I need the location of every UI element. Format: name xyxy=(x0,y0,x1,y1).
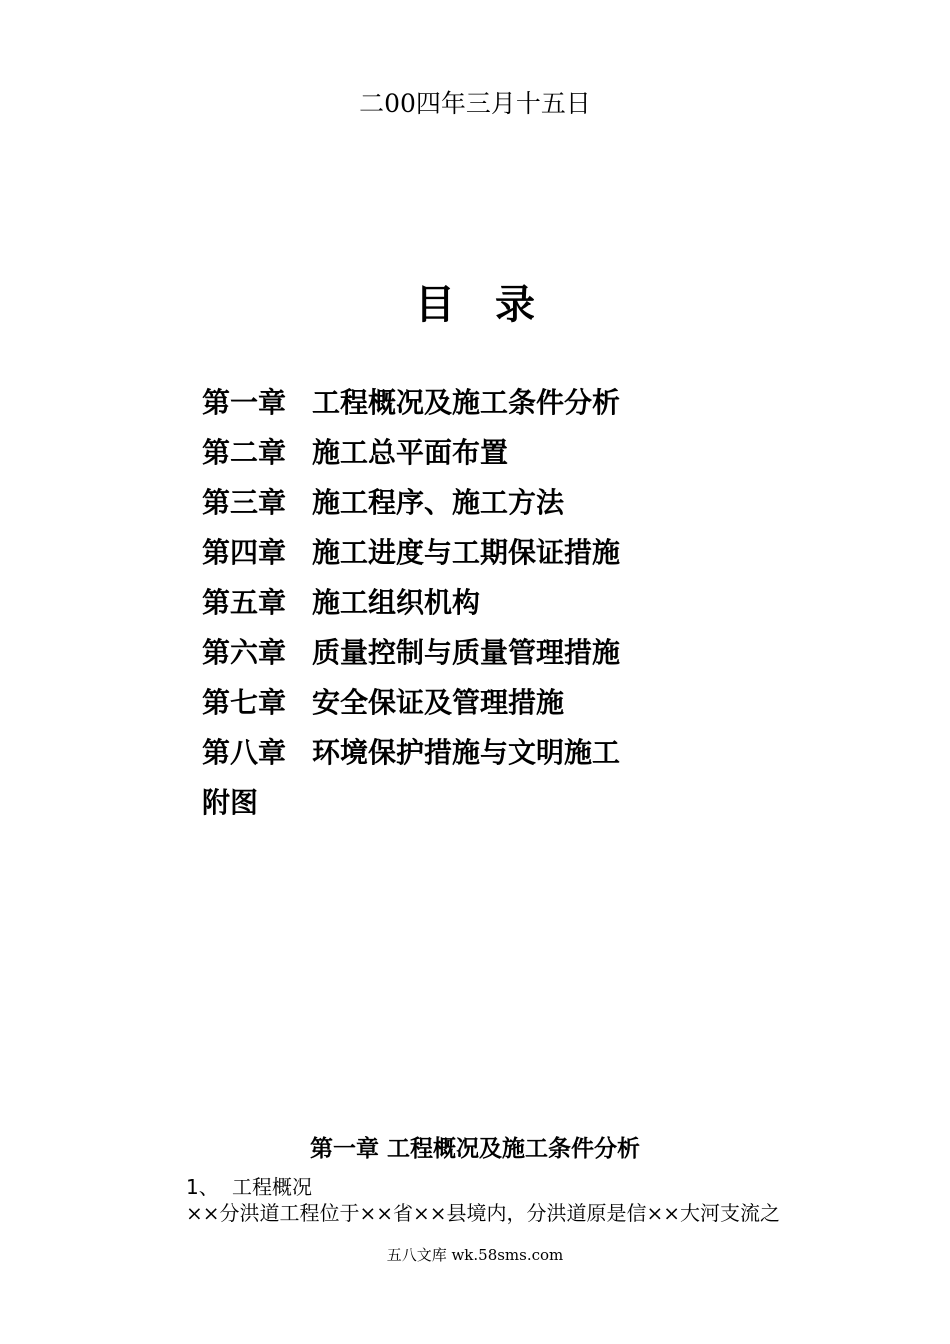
toc-chapter-number: 第一章 xyxy=(202,386,287,419)
toc-title xyxy=(0,280,950,330)
toc-chapter-number: 第八章 xyxy=(202,736,287,769)
toc-chapter-number: 第五章 xyxy=(202,586,287,619)
page-footer: 五八文库 wk.58sms.com xyxy=(386,1246,564,1264)
toc-item xyxy=(202,678,620,728)
toc-chapter-title: 施工组织机构 xyxy=(312,586,481,619)
toc-chapter-title: 施工程序、施工方法 xyxy=(312,486,565,519)
toc-item xyxy=(202,478,620,528)
toc-title-char-1: 目 xyxy=(415,281,455,328)
toc-chapter-title: 环境保护措施与文明施工 xyxy=(312,736,621,769)
document-date: 二00四年三月十五日 xyxy=(359,89,591,118)
chapter-heading: 第一章 工程概况及施工条件分析 xyxy=(309,1136,640,1162)
toc-title-char-2: 录 xyxy=(495,281,535,328)
section-number: 1、 xyxy=(186,1175,219,1199)
toc-chapter-number: 第四章 xyxy=(202,536,287,569)
toc-item xyxy=(202,428,620,478)
toc-chapter-number: 第二章 xyxy=(202,436,287,469)
toc-chapter-title: 安全保证及管理措施 xyxy=(312,686,565,719)
table-of-contents xyxy=(202,378,620,828)
toc-chapter-number: 附图 xyxy=(202,786,259,819)
toc-chapter-number: 第七章 xyxy=(202,686,287,719)
toc-chapter-title: 工程概况及施工条件分析 xyxy=(312,386,621,419)
toc-chapter-number: 第三章 xyxy=(202,486,287,519)
toc-chapter-title: 施工进度与工期保证措施 xyxy=(312,536,621,569)
toc-item xyxy=(202,528,620,578)
toc-chapter-number: 第六章 xyxy=(202,636,287,669)
toc-item xyxy=(202,778,620,828)
toc-item xyxy=(202,378,620,428)
body-paragraph: ××分洪道工程位于××省××县境内，分洪道原是信××大河支流之 xyxy=(186,1201,781,1225)
toc-item xyxy=(202,628,620,678)
toc-chapter-title: 质量控制与质量管理措施 xyxy=(312,636,621,669)
toc-item xyxy=(202,578,620,628)
section-title: 工程概况 xyxy=(232,1175,312,1199)
toc-chapter-title: 施工总平面布置 xyxy=(312,436,509,469)
toc-item xyxy=(202,728,620,778)
